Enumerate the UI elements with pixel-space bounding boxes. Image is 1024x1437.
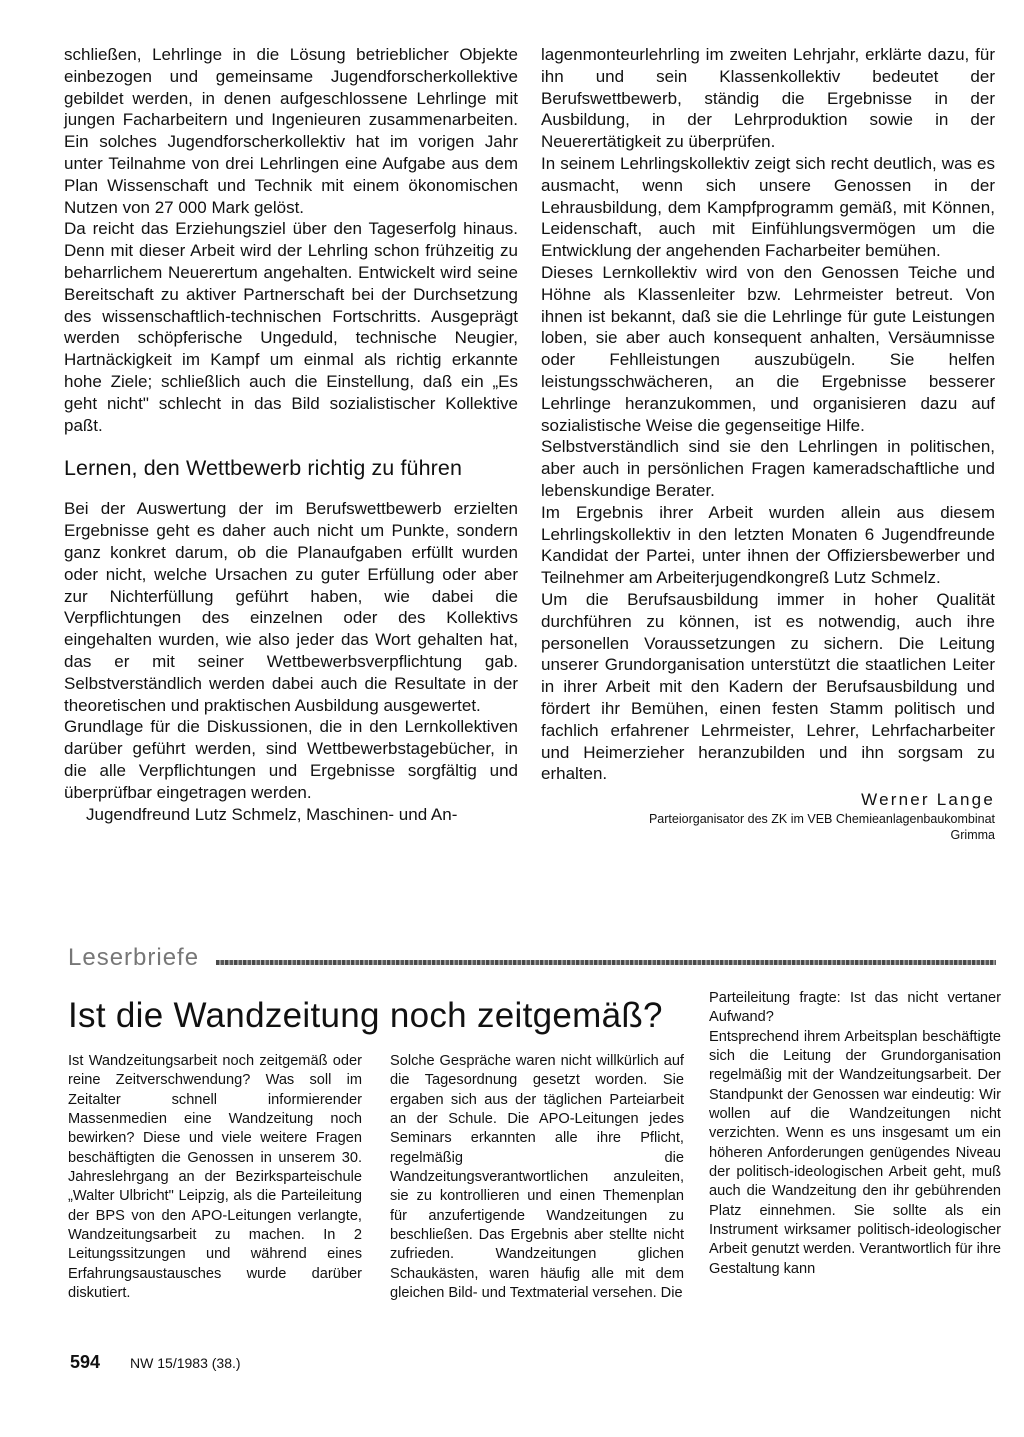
page-number: 594 (70, 1352, 101, 1372)
author-name: Werner Lange (861, 790, 995, 810)
author-affiliation-city: Grimma (950, 828, 995, 843)
paragraph: Solche Gespräche waren nicht willkürlich auf die Tagesordnung gesetzt worden. Sie ergaben sich aus der täglichen Parteiarbeit an der Schule. Die APO-Leitungen jedes Seminars erkannten alle ihre Pflicht, regelmäßig die Wandzeitungsverantwortlichen anzuleiten, sie zu kontrollieren und einen Themenplan für anzufertigende Wandzeitungen zu beschließen. Das Ergebnis aber stellte nicht zufrieden. Wandzeitungen glichen Schaukästen, waren häufig alle mit dem gleichen Bild- und Textmaterial versehen. Die (390, 1053, 684, 1302)
section-divider (216, 960, 996, 965)
letter-column-1 (68, 1052, 362, 1303)
paragraph: Dieses Lernkollektiv wird von den Genossen Teiche und Höhne als Klassenleiter bzw. Lehrmeister betreut. Von ihnen ist bekannt, daß sie die Lehrlinge für gute Leistungen loben, sie aber auch konsequent anhalten, Versäumnisse oder Fehlleistungen auszubügeln. Sie helfen leistungsschwächeren, an die Ergebnisse besserer Lehrlinge heranzukommen, und organisieren dazu auf sozialistische Weise die gegenseitige Hilfe. (541, 262, 995, 435)
paragraph: Bei der Auswertung der im Berufswettbewerb erzielten Ergebnisse geht es daher auch nicht um Punkte, sondern ganz konkret darum, ob die Planaufgaben erfüllt wurden oder nicht, welche Ursachen zu guter Erfüllung oder aber zur Nichterfüllung geführt haben, wie dabei die Verpflichtungen des einzelnen oder des Kollektivs eingehalten wurden, wie also jeder das Wort gehalten hat, das er mit seiner Wettbewerbsverpflichtung gab. Selbstverständlich werden dabei auch die Resultate in der theoretischen und praktischen Ausbildung ausgewertet. (64, 499, 518, 715)
paragraph: Um die Berufsausbildung immer in hoher Qualität durchführen zu können, ist es notwendig, auch ihre personellen Voraussetzungen zu sichern. Die Leitung unserer Grundorganisation unterstützt die staatlichen Leiter in ihrer Arbeit mit den Kadern der Berufsausbildung und fördert ihr Bemühen, einen festen Stamm politisch und fachlich erfahrener Lehrmeister, Lehrer, Lehrfacharbeiter und Heimerzieher heranzubilden und ihn sorgsam zu erhalten. (541, 589, 995, 784)
page-footer (70, 1352, 241, 1373)
paragraph: schließen, Lehrlinge in die Lösung betrieblicher Objekte einbezogen und gemeinsame Jugendforscherkollektive gebildet werden, in denen aufgeschlossene Lehrlinge mit jungen Facharbeitern und Ingenieuren zusammenarbeiten. Ein solches Jugendforscherkollektiv hat im vorigen Jahr unter Teilnahme von drei Lehrlingen eine Aufgabe aus dem Plan Wissenschaft und Technik mit einem ökonomischen Nutzen von 27 000 Mark gelöst. (64, 45, 518, 217)
paragraph: In seinem Lehrlingskollektiv zeigt sich recht deutlich, was es ausmacht, wenn sich unsere Genossen in der Lehrausbildung, dem Kampfprogramm gemäß, mit Können, Leidenschaft, auch mit Einfühlungsvermögen um die Entwicklung der angehenden Facharbeiter bemühen. (541, 153, 995, 261)
paragraph: Grundlage für die Diskussionen, die in den Lernkollektiven darüber geführt werden, sind Wettbewerbstagebücher, in die alle Verpflichtungen und Ergebnisse sorgfältig und überprüfbar eingetragen werden. (64, 717, 518, 802)
article-column-left (64, 44, 518, 825)
article-column-right (541, 44, 995, 843)
issue-reference: NW 15/1983 (38.) (130, 1355, 241, 1371)
paragraph: Selbstverständlich sind sie den Lehrlingen in politischen, aber auch in persönlichen Fragen kameradschaftliche und lebenskundige Berater. (541, 437, 995, 500)
paragraph: Parteileitung fragte: Ist das nicht vertaner Aufwand? (709, 990, 1001, 1026)
letter-column-3 (709, 989, 1001, 1279)
paragraph: Entsprechend ihrem Arbeitsplan beschäftigte sich die Leitung der Grundorganisation regelmäßig mit der Wandzeitungsarbeit. Der Standpunkt der Genossen war eindeutig: Wir wollen auf die Wandzeitungen nicht verzichten. Wenn es uns insgesamt um ein höheren Anforderungen genügendes Niveau der politisch-ideologischen Arbeit geht, muß auch die Wandzeitung den ihr gebührenden Platz einnehmen. Sie sollte als ein Instrument wirksamer politisch-ideologischer Arbeit genutzt werden. Verantwortlich für ihre Gestaltung kann (709, 1028, 1001, 1277)
letter-column-2 (390, 1052, 684, 1303)
section-subheading: Lernen, den Wettbewerb richtig zu führen (64, 456, 463, 481)
paragraph: Da reicht das Erziehungsziel über den Tageserfolg hinaus. Denn mit dieser Arbeit wird der Lehrling schon frühzeitig zu beharrlichem Neuerertum angehalten. Entwickelt wird seine Bereitschaft zu aktiver Partnerschaft bei der Durchsetzung des wissenschaftlich-technischen Fortschritts. Ausgeprägt werden schöpferische Ungeduld, technische Neugier, Hartnäckigkeit im Kampf um einmal als richtig erkannte hohe Ziele; schließlich auch die Einstellung, daß ein „Es geht nicht" schlecht in das Bild sozialistischer Kollektive paßt. (64, 219, 518, 435)
paragraph: Jugendfreund Lutz Schmelz, Maschinen- und An- (86, 804, 458, 824)
paragraph: Ist Wandzeitungsarbeit noch zeitgemäß oder reine Zeitverschwendung? Was soll im Zeitalter schnell informierender Massenmedien eine Wandzeitung noch bewirken? Diese und viele weitere Fragen beschäftigten die Genossen in unserem 30. Jahreslehrgang an der Bezirksparteischule „Walter Ulbricht" Leipzig, als die Parteileitung der BPS von den APO-Leitungen verlangte, Wandzeitungsarbeit zu machen. In 2 Leitungssitzungen und während eines Erfahrungsaustausches wurde darüber diskutiert. (68, 1053, 362, 1302)
paragraph: lagenmonteurlehrling im zweiten Lehrjahr, erklärte dazu, für ihn und sein Klassenkollektiv bedeutet der Berufswettbewerb, ständig die Ergebnisse in der Ausbildung, in der Lehrproduktion sowie in der Neuerertätigkeit zu überprüfen. (541, 45, 995, 152)
letter-headline: Ist die Wandzeitung noch zeitgemäß? (68, 996, 663, 1035)
paragraph: Im Ergebnis ihrer Arbeit wurden allein aus diesem Lehrlingskollektiv in den letzten Monaten 6 Jugendfreunde Kandidat der Partei, unter ihnen der Offiziersbewerber und Teilnehmer am Arbeiterjugendkongreß Lutz Schmelz. (541, 502, 995, 588)
author-affiliation: Parteiorganisator des ZK im VEB Chemieanlagenbaukombinat (648, 812, 995, 827)
section-label: Leserbriefe (68, 944, 200, 971)
